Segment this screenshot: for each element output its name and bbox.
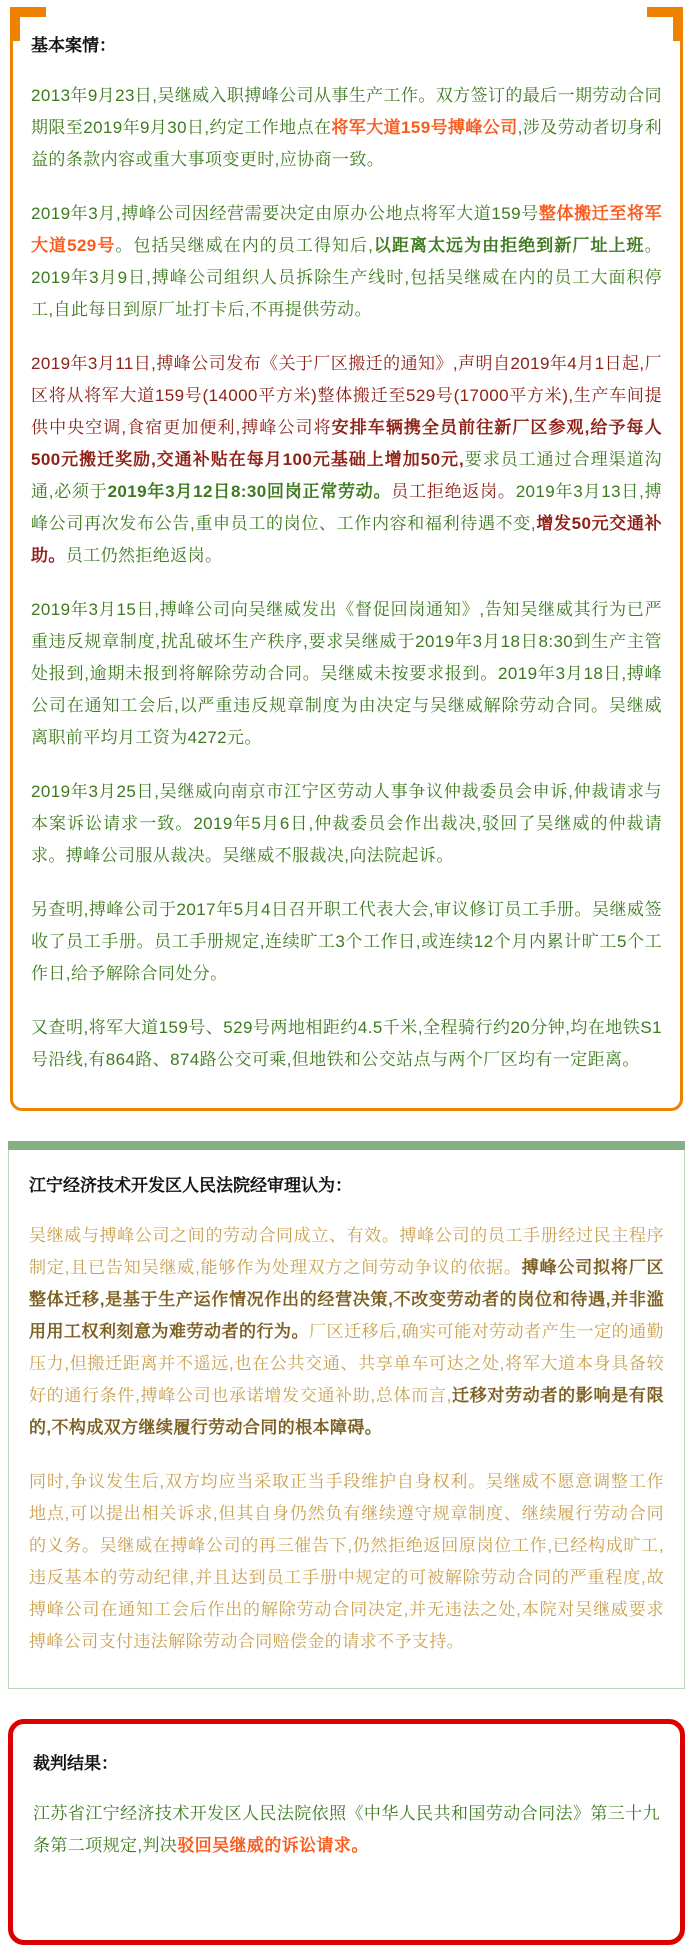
basic-facts-body: [31, 80, 662, 1076]
text-segment: 搏峰公司拟将厂区整体迁移,是基于生产运作情况作出的经营决策,不改变劳动者的岗位和待遇,并非滥用用工权利刻意为难劳动者的行为。: [29, 1258, 664, 1341]
text-segment: 员工拒绝返岗。: [391, 482, 516, 501]
text-segment: 员工仍然拒绝返岗。: [65, 546, 223, 565]
text-segment: 以距离太远为由拒绝到新厂址上班: [373, 236, 645, 255]
text-segment: 2019年3月,搏峰公司因经营需要决定由原办公地点将军大道159号: [31, 204, 539, 223]
paragraph: [31, 198, 662, 326]
judgment-result-body: [33, 1798, 660, 1862]
paragraph: [33, 1798, 660, 1862]
text-segment: 2013年9月23日,吴继威入职搏峰公司从事生产工作。双方签订的最后一期劳动合同期限至2019年9月30日,约定工作地点在: [31, 86, 662, 137]
corner-bracket-top-left-icon: [10, 7, 46, 41]
basic-facts-title: 基本案情：: [31, 36, 116, 55]
judgment-result-title: 裁判结果：: [33, 1754, 118, 1773]
text-segment: 驳回吴继威的诉讼请求。: [177, 1836, 369, 1855]
paragraph: [29, 1466, 664, 1658]
text-segment: 另查明,搏峰公司于2017年5月4日召开职工代表大会,审议修订员工手册。吴继威签收了员工手册。员工手册规定,连续旷工3个工作日,或连续12个月内累计旷工5个工作日,给予解除合同处分。: [31, 900, 662, 983]
corner-bracket-top-right-icon: [647, 7, 683, 41]
text-segment: 迁移对劳动者的影响是有限的,不构成双方继续履行劳动合同的根本障碍。: [29, 1386, 664, 1437]
paragraph: [31, 348, 662, 572]
paragraph: [31, 1012, 662, 1076]
text-segment: 吴继威与搏峰公司之间的劳动合同成立、有效。搏峰公司的员工手册经过民主程序制定,且已告知吴继威,能够作为处理双方之间劳动争议的依据。: [29, 1226, 664, 1277]
text-segment: 2019年3月13日,搏峰公司再次发布公告,重申员工的岗位、工作内容和福利待遇不变,: [31, 482, 662, 533]
text-segment: 又查明,将军大道159号、529号两地相距约4.5千米,全程骑行约20分钟,均在地铁S1号沿线,有864路、874路公交可乘,但地铁和公交站点与两个厂区均有一定距离。: [31, 1018, 662, 1069]
court-opinion-frame: [8, 1150, 685, 1689]
text-segment: ,涉及劳动者切身利益的条款内容或重大事项变更时,应协商一致。: [31, 118, 662, 169]
text-segment: 将军大道159号搏峰公司: [331, 118, 518, 137]
text-segment: 同时,争议发生后,双方均应当采取正当手段维护自身权利。吴继威不愿意调整工作地点,可以提出相关诉求,但其自身仍然负有继续遵守规章制度、继续履行劳动合同的义务。吴继威在搏峰公司的再三催告下,仍然拒绝返回原岗位工作,已经构成旷工,违反基本的劳动纪律,并且达到员工手册中规定的可被解除劳动合同的严重程度,故搏峰公司在通知工会后作出的解除劳动合同决定,并无违法之处,本院对吴继威要求搏峰公司支付违法解除劳动合同赔偿金的请求不予支持。: [29, 1472, 664, 1651]
text-segment: 2019年3月15日,搏峰公司向吴继威发出《督促回岗通知》,告知吴继威其行为已严重违反规章制度,扰乱破坏生产秩序,要求吴继威于2019年3月18日8:30到生产主管处报到,逾期未报到将解除劳动合同。吴继威未按要求报到。2019年3月18日,搏峰公司在通知工会后,以严重违反规章制度为由决定与吴继威解除劳动合同。吴继威离职前平均月工资为4272元。: [31, 600, 662, 747]
paragraph: [31, 894, 662, 990]
text-segment: 。2019年3月9日,搏峰公司组织人员拆除生产线时,包括吴继威在内的员工大面积停工,自此每日到原厂址打卡后,不再提供劳动。: [31, 236, 663, 319]
text-segment: 2019年3月11日,搏峰公司发布《关于厂区搬迁的通知》,声明自2019年4月1日起,厂区将从将军大道159号(14000平方米)整体搬迁至529号(17000平方米),生产车间提供中央空调,食宿更加便利,搏峰公司将: [31, 354, 662, 437]
text-segment: 厂区迁移后,确实可能对劳动者产生一定的通勤压力,但搬迁距离并不遥远,也在公共交通、共享单车可达之处,将军大道本身具备较好的通行条件,搏峰公司也承诺增发交通补助,总体而言,: [29, 1322, 665, 1405]
text-segment: 安排车辆携全员前往新厂区参观,给予每人500元搬迁奖励,交通补贴在每月100元基础上增加50元,: [31, 418, 662, 469]
paragraph: [31, 80, 662, 176]
text-segment: 江苏省江宁经济技术开发区人民法院依照《中华人民共和国劳动合同法》第三十九条第二项规定,判决: [33, 1804, 660, 1855]
case-article: [0, 8, 693, 1945]
paragraph: [31, 776, 662, 872]
text-segment: 2019年3月12日8:30回岗正常劳动。: [107, 482, 392, 501]
court-opinion-title: 江宁经济技术开发区人民法院经审理认为：: [29, 1176, 352, 1195]
text-segment: 整体搬迁至将军大道529号: [31, 204, 662, 255]
text-segment: 要求员工通过合理渠道沟通,必须于: [31, 450, 662, 501]
paragraph: [29, 1220, 664, 1444]
section-judgment-result: [8, 1719, 685, 1945]
paragraph: [31, 594, 662, 754]
section-basic-facts: [10, 8, 683, 1111]
section-court-opinion: [8, 1141, 685, 1689]
text-segment: 2019年3月25日,吴继威向南京市江宁区劳动人事争议仲裁委员会申诉,仲裁请求与本案诉讼请求一致。2019年5月6日,仲裁委员会作出裁决,驳回了吴继威的仲裁请求。搏峰公司服从裁决。吴继威不服裁决,向法院起诉。: [31, 782, 662, 865]
court-opinion-body: [29, 1220, 664, 1658]
section-divider-bar: [8, 1141, 685, 1150]
text-segment: 增发50元交通补助。: [31, 514, 663, 565]
text-segment: 。包括吴继威在内的员工得知后,: [115, 236, 374, 255]
